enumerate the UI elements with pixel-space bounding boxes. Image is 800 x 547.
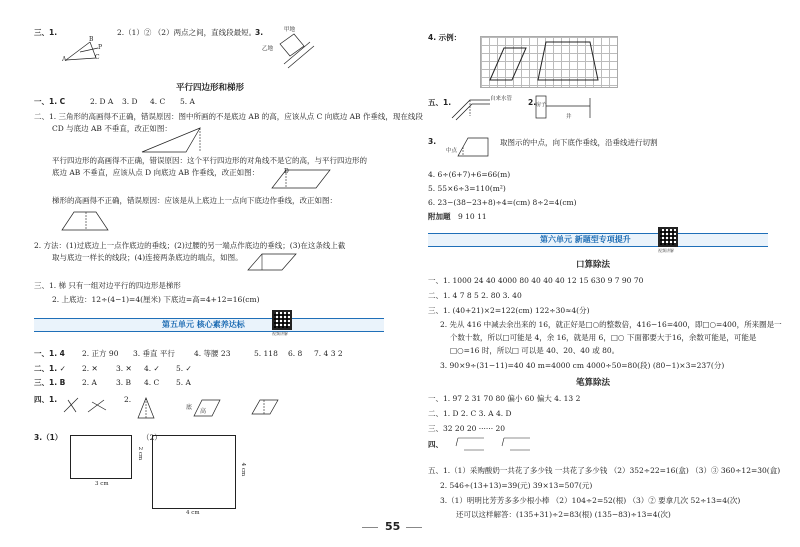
- answer-5-q3-2: （2）: [142, 433, 162, 442]
- label-jia: 甲地: [284, 27, 296, 33]
- figure-parallelogram-height: [268, 166, 338, 194]
- answer-r-6: 6. 23−(38−23+8)÷4=(cm) 8÷2=4(cm): [428, 198, 577, 207]
- label-gao: 高: [200, 408, 207, 415]
- answer-s3-3: 3.: [255, 28, 264, 37]
- answer-er-1a: 二、1. 三角形的高画得不正确，错误原因：图中所画的不是底边 AB 的高，应该从点 C 向底边 AB 作垂线，现在线段: [34, 112, 423, 121]
- answer-5-er-2: 2. ✕: [82, 364, 98, 373]
- answer-5-si-2: 2.: [124, 395, 132, 404]
- section-title-written-division: 笔算除法: [576, 378, 611, 388]
- figure-parallelogram-base-height: [192, 396, 222, 420]
- figure-trapezoid-height: [58, 208, 118, 234]
- answer-5-yi-7: 7. 4 3 2: [314, 349, 343, 358]
- label-midpoint: 中点: [446, 148, 458, 154]
- answer-5-yi-4: 4. 等腰 23: [194, 349, 231, 358]
- answer-r-wu-2: 2.: [528, 98, 537, 107]
- answer-s3-2: 2.（1）② （2）两点之间，直线段最短。: [117, 28, 257, 37]
- answer-5-yi-5: 5. 118: [254, 349, 278, 358]
- dim-4cm-h: 4 cm: [186, 510, 200, 516]
- label-b: B: [89, 36, 94, 43]
- answer-5-q3-1: 3.（1）: [34, 433, 63, 442]
- oral-div-yi: 一、1. 1000 24 40 4000 80 40 40 40 12 15 630 9 7 90 70: [428, 276, 644, 285]
- answer-5-yi-1: 一、1. 4: [34, 349, 65, 358]
- written-div-wu-2: 2. 546÷(13+13)=39(元) 39×13=507(元): [440, 481, 593, 490]
- qr-code-icon[interactable]: [658, 227, 678, 247]
- answer-r-5: 5. 55×6÷3=110(m²): [428, 184, 506, 193]
- dim-4cm-v: 4 cm: [240, 462, 247, 477]
- dim-3cm: 3 cm: [95, 481, 109, 487]
- figure-long-division: [444, 432, 534, 462]
- answer-er-2a: 2. 方法：(1)过底边上一点作底边的垂线；(2)过腰的另一端点作底边的垂线；(3)在这条线上截: [34, 241, 346, 250]
- answer-er-1b: CD 与底边 AB 不垂直，改正如图：: [52, 124, 172, 133]
- answer-5-si-1: 四、1.: [34, 395, 58, 404]
- oral-div-er: 二、1. 4 7 8 5 2. 80 3. 40: [428, 291, 522, 300]
- qr-code-icon[interactable]: [272, 310, 292, 330]
- written-div-er: 二、1. D 2. C 3. A 4. D: [428, 409, 512, 418]
- figure-triangle-height: [138, 124, 208, 158]
- written-div-wu-3b: 还可以这样解答：(135+31)÷2=83(根) (135−83)÷13=4(次): [456, 510, 671, 519]
- section-title-oral-division: 口算除法: [576, 260, 611, 270]
- answer-san-2: 2. 上底边：12÷(4−1)=4(厘米) 下底边=高=4+12=16(cm): [52, 295, 260, 304]
- answer-yi-3: 3. D: [122, 97, 138, 106]
- answer-s3-label: 三、1.: [34, 28, 58, 37]
- oral-div-san-2c: □○=16 时，所以□ 可以是 40、20、40 或 80。: [450, 346, 620, 355]
- answer-5-yi-3: 3. 垂直 平行: [133, 349, 175, 358]
- answer-yi-2: 2. D A: [90, 97, 114, 106]
- written-div-si: 四、: [428, 440, 443, 449]
- figure-water-pipe: [450, 90, 520, 122]
- oral-div-san-2a: 2. 先从 416 中减去余出来的 16，就正好是□○的整数倍，416−16=400，即□○=400，所来圈是一: [440, 320, 782, 329]
- answer-5-er-5: 5. ✓: [176, 364, 192, 373]
- footer-dash-right: [406, 527, 422, 528]
- extra-question-answer: 9 10 11: [458, 212, 487, 221]
- answer-san-1: 三、1. 梯 只有一组对边平行的四边形是梯形: [34, 281, 181, 290]
- oral-div-san-2b: 个数十数，所以□可能是 4，余 16，就是用 6，□○ 下面都要大于16，余数可能是，可能是: [450, 333, 757, 342]
- answer-5-san-4: 4. C: [144, 378, 160, 387]
- label-water-pipe: 自来水管: [490, 96, 513, 102]
- answer-er-1c: 平行四边形的高画得不正确，错误原因：这个平行四边形的对角线不是它的高，与平行四边形的: [52, 156, 367, 165]
- oral-div-san-1: 三、1. (40+21)×2=122(cm) 122÷30≈4(分): [428, 306, 590, 315]
- figure-triangle-base-height: [134, 394, 160, 422]
- rectangle-3x2: [70, 435, 132, 479]
- answer-er-2b: 取与底边一样长的线段；(4)连接两条底边的端点，如图。: [52, 253, 243, 262]
- dim-2cm: 2 cm: [137, 446, 144, 461]
- answer-5-san-1: 三、1. B: [34, 378, 66, 387]
- figure-grid-shapes: [480, 36, 620, 88]
- answer-yi-5: 5. A: [180, 97, 195, 106]
- answer-5-yi-6: 6. 8: [288, 349, 303, 358]
- answer-5-san-2: 2. A: [82, 378, 97, 387]
- written-div-yi: 一、1. 97 2 31 70 80 偏小 60 偏大 4. 13 2: [428, 394, 581, 403]
- answer-r-4: 4. 示例：: [428, 33, 462, 42]
- square-4x4: [152, 435, 236, 509]
- unit6-banner: [428, 233, 768, 247]
- answer-er-1d: 底边 AB 不垂直，应该从点 D 向底边 AB 作垂线，改正如图：: [52, 168, 260, 177]
- written-div-wu-1: 五、1.（1）采购酸奶一共花了多少钱 一共花了多少钱 （2）352÷22=16(盒) （3）③ 360÷12=30(盒): [428, 466, 781, 475]
- answer-5-er-3: 3. ✕: [116, 364, 132, 373]
- figure-parallelogram-construct: [246, 252, 302, 272]
- answer-r-3-text: 取图示的中点，向下底作垂线，沿垂线进行切割: [500, 138, 658, 147]
- unit5-title: 第五单元 核心素养达标: [162, 320, 245, 329]
- label-p: P: [98, 44, 103, 51]
- page-number: 55: [385, 520, 401, 533]
- label-house: 房子: [536, 102, 547, 108]
- answer-5-er-1: 二、1. ✓: [34, 364, 66, 373]
- qr-caption: 视频讲解: [658, 248, 674, 253]
- figure-triangle-abcp: [60, 32, 110, 64]
- figure-angles: [62, 394, 122, 416]
- answer-er-1e: 梯形的高画得不正确，错误原因：应该是从上底边上一点向下底边作垂线，改正如图：: [52, 196, 337, 205]
- section-title-parallelogram-trapezoid: 平行四边形和梯形: [176, 83, 245, 93]
- figure-parallelogram-2: [250, 398, 280, 416]
- answer-yi-4: 4. C: [150, 97, 166, 106]
- footer-dash-left: [362, 527, 378, 528]
- label-c: C: [95, 54, 100, 61]
- answer-5-san-3: 3. B: [116, 378, 132, 387]
- label-di: 底: [186, 404, 193, 411]
- unit6-title: 第六单元 新题型专项提升: [540, 235, 631, 244]
- answer-yi-1: 一、1. C: [34, 97, 66, 106]
- label-a: A: [62, 56, 67, 63]
- label-well: 井: [566, 114, 572, 120]
- label-yi: 乙地: [262, 46, 274, 52]
- oral-div-san-3: 3. 90×9÷(31−11)=40 40 m=4000 cm 4000÷50=80(段) (80−1)×3=237(分): [440, 361, 725, 370]
- answer-r-4b: 4. 6÷(6+7)+6=66(m): [428, 170, 511, 179]
- label-d: D: [284, 168, 289, 175]
- answer-r-wu-1: 五、1.: [428, 98, 452, 107]
- qr-caption: 视频讲解: [272, 331, 288, 336]
- written-div-san: 三、32 20 20 ······ 20: [428, 424, 506, 433]
- written-div-wu-3: 3.（1）明明比芳芳多多少根小棒 （2）104÷2=52(根) （3）② 要拿几次 52÷13=4(次): [440, 496, 741, 505]
- answer-r-3: 3.: [428, 137, 437, 146]
- answer-5-yi-2: 2. 正方 90: [82, 349, 119, 358]
- figure-trapezoid-cut: [454, 134, 494, 160]
- unit5-banner: [34, 318, 384, 332]
- answer-5-san-5: 5. A: [176, 378, 191, 387]
- answer-5-er-4: 4. ✓: [144, 364, 160, 373]
- extra-question-label: 附加题: [428, 212, 451, 221]
- figure-jia-yi: [270, 30, 320, 70]
